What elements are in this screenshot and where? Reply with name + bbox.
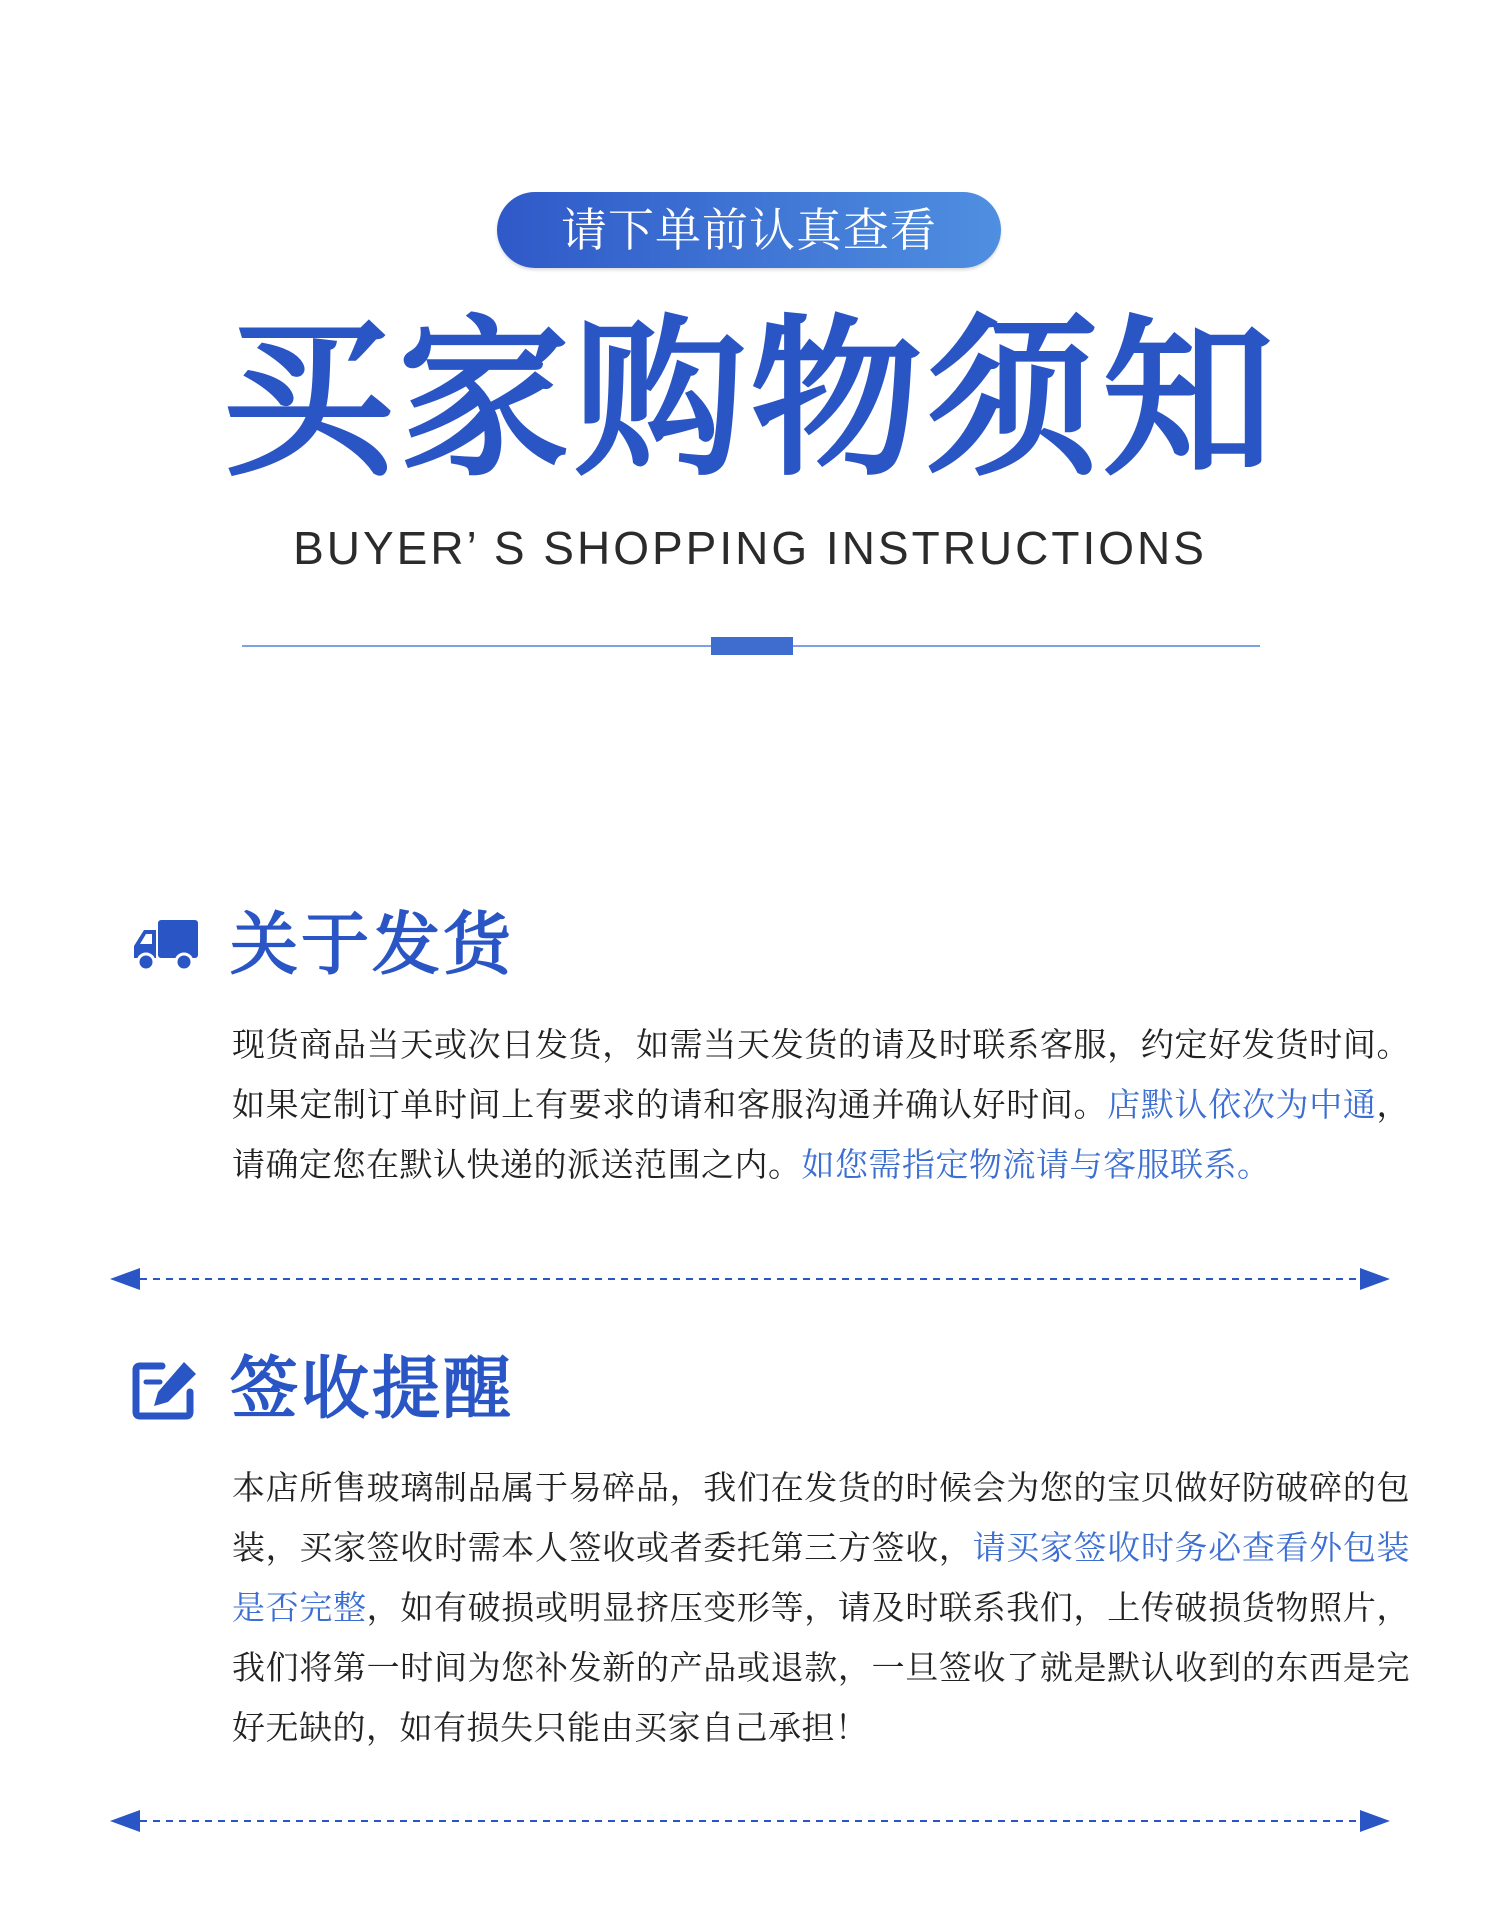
signing-text-1: 本店所售玻璃制品属于易碎品，我们在发货的时候会为您的宝贝做好防破碎的包装，买家签收时需本人签收或者委托第三方签收， <box>232 1468 1410 1567</box>
section-body-shipping <box>232 1015 1410 1195</box>
shipping-highlight-courier: 店默认依次为中通 <box>1107 1085 1377 1124</box>
section-body-signing <box>232 1458 1410 1758</box>
shipping-highlight-contact: 如您需指定物流请与客服联系。 <box>801 1145 1271 1184</box>
signing-highlight-check: 请买家签收时务必查看外包装是否完整 <box>232 1528 1411 1627</box>
shipping-text-2: ，请确定您在默认快递的派送范围之内。 <box>232 1085 1411 1184</box>
notice-pill: 请下单前认真查看 <box>497 192 1001 268</box>
signing-text-2: ，如有破损或明显挤压变形等，请及时联系我们，上传破损货物照片，我们将第一时间为您补发新的产品或退款，一旦签收了就是默认收到的东西是完好无缺的，如有损失只能由买家自己承担！ <box>232 1588 1411 1747</box>
page-title: 买家购物须知 <box>222 299 1278 500</box>
delivery-truck-icon <box>130 912 202 976</box>
dashed-arrow-divider <box>108 1806 1392 1836</box>
page-subtitle: BUYER’ S SHOPPING INSTRUCTIONS <box>293 522 1207 574</box>
section-title-shipping: 关于发货 <box>230 906 515 985</box>
shipping-text-1: 现货商品当天或次日发货，如需当天发货的请及时联系客服，约定好发货时间。如果定制订单时间上有要求的请和客服沟通并确认好时间。 <box>232 1025 1410 1124</box>
title-divider-mark <box>711 637 793 655</box>
section-title-signing: 签收提醒 <box>230 1350 515 1429</box>
sign-edit-icon <box>132 1358 204 1422</box>
dashed-arrow-divider <box>108 1264 1392 1294</box>
